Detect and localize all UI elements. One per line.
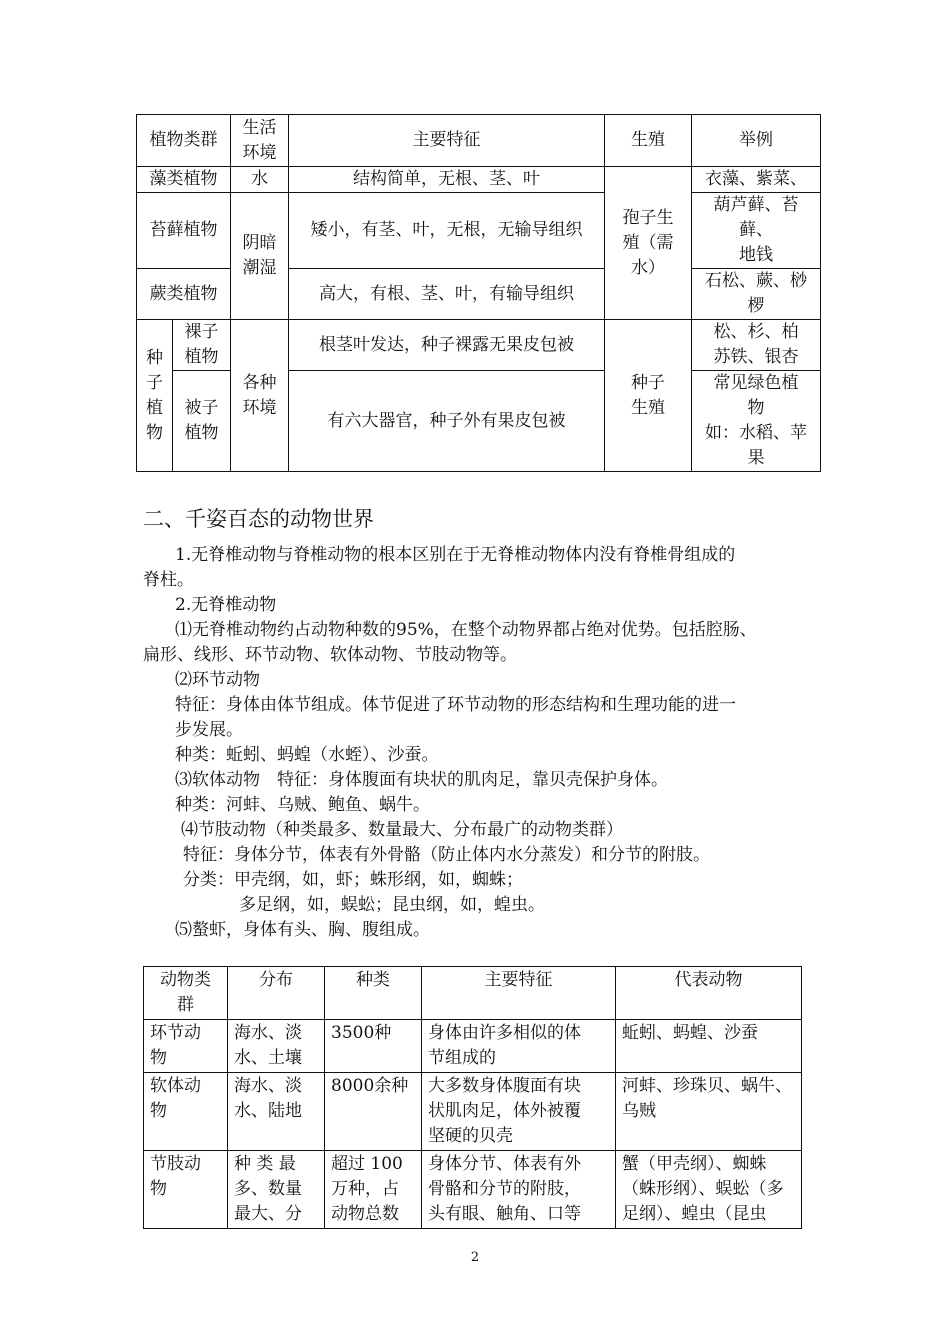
header-habitat: 生活 环境 [231, 115, 289, 167]
angiosperm-examples: 常见绿色植 物 如：水稻、苹 果 [692, 371, 821, 472]
header-animal-features: 主要特征 [422, 967, 616, 1020]
arthropods-representatives: 蟹（甲壳纲）、蜘蛛 （蛛形纲）、蜈蚣（多 足纲）、蝗虫（昆虫 [616, 1151, 802, 1229]
mollusks-features: 大多数身体腹面有块 状肌肉足，体外被覆 坚硬的贝壳 [422, 1073, 616, 1151]
annelids-group: 环节动 物 [144, 1020, 228, 1073]
body-text [143, 543, 813, 943]
mollusks-species: 8000余种 [325, 1073, 422, 1151]
annelids-species: 3500种 [325, 1020, 422, 1073]
spore-reproduction: 孢子生 殖（需 水） [605, 167, 692, 320]
section-title: 二、千姿百态的动物世界 [143, 507, 374, 531]
paragraph-7: ⑶软体动物 特征：身体腹面有块状的肌肉足，靠贝壳保护身体。 [175, 770, 668, 790]
paragraph-11: 分类：甲壳纲，如，虾；蛛形纲，如，蜘蛛； [183, 870, 523, 890]
fern-examples: 石松、蕨、桫 椤 [692, 269, 821, 320]
plant-classification-table [136, 114, 821, 472]
angiosperm-features: 有六大器官，种子外有果皮包被 [289, 371, 605, 472]
paragraph-8: 种类：河蚌、乌贼、鲍鱼、蜗牛。 [175, 795, 430, 815]
mollusks-group: 软体动 物 [144, 1073, 228, 1151]
plant-table-header-row [137, 115, 821, 167]
paragraph-12: 多足纲，如，蜈蚣；昆虫纲，如，蝗虫。 [239, 895, 545, 915]
paragraph-9: ⑷节肢动物（种类最多、数量最大、分布最广的动物类群） [181, 820, 623, 840]
spore-habitat: 阴暗 潮湿 [231, 193, 289, 320]
paragraph-13: ⑸螯虾，身体有头、胸、腹组成。 [175, 920, 430, 940]
paragraph-2: 2.无脊椎动物 [175, 595, 277, 615]
paragraph-4: ⑵环节动物 [175, 670, 260, 690]
algae-examples: 衣藻、紫菜、 [692, 167, 821, 193]
animal-classification-table [143, 966, 802, 1229]
moss-examples: 葫芦藓、苔 藓、 地钱 [692, 193, 821, 269]
paragraph-1-line-2: 脊柱。 [143, 570, 194, 590]
paragraph-6: 种类：蚯蚓、蚂蝗（水蛭）、沙蚕。 [175, 745, 439, 765]
annelids-representatives: 蚯蚓、蚂蝗、沙蚕 [616, 1020, 802, 1073]
gymnosperm-name: 裸子 植物 [173, 320, 231, 371]
arthropods-features: 身体分节、体表有外 骨骼和分节的附肢， 头有眼、触角、口等 [422, 1151, 616, 1229]
row-arthropods [144, 1151, 802, 1229]
arthropods-group: 节肢动 物 [144, 1151, 228, 1229]
algae-name: 藻类植物 [137, 167, 231, 193]
arthropods-species: 超过 100 万种，占 动物总数 [325, 1151, 422, 1229]
annelids-features: 身体由许多相似的体 节组成的 [422, 1020, 616, 1073]
paragraph-3-line-2: 扁形、线形、环节动物、软体动物、节肢动物等。 [143, 645, 517, 665]
row-algae [137, 167, 821, 193]
seed-plant-group: 种 子 植 物 [137, 320, 173, 472]
algae-features: 结构简单，无根、茎、叶 [289, 167, 605, 193]
seed-reproduction: 种子 生殖 [605, 320, 692, 472]
moss-features: 矮小，有茎、叶，无根，无输导组织 [289, 193, 605, 269]
header-species: 种类 [325, 967, 422, 1020]
fern-name: 蕨类植物 [137, 269, 231, 320]
arthropods-distribution: 种 类 最 多、数量 最大、分 [228, 1151, 325, 1229]
gymnosperm-examples: 松、杉、柏 苏铁、银杏 [692, 320, 821, 371]
seed-habitat: 各种 环境 [231, 320, 289, 472]
gymnosperm-features: 根茎叶发达，种子裸露无果皮包被 [289, 320, 605, 371]
paragraph-5-line-1: 特征：身体由体节组成。体节促进了环节动物的形态结构和生理功能的进一 [175, 695, 736, 715]
header-features: 主要特征 [289, 115, 605, 167]
moss-name: 苔藓植物 [137, 193, 231, 269]
paragraph-1-line-1: 1.无脊椎动物与脊椎动物的根本区别在于无脊椎动物体内没有脊椎骨组成的 [175, 545, 736, 565]
row-mollusks [144, 1073, 802, 1151]
annelids-distribution: 海水、淡 水、土壤 [228, 1020, 325, 1073]
row-gymnosperm [137, 320, 821, 371]
header-representatives: 代表动物 [616, 967, 802, 1020]
row-moss [137, 193, 821, 269]
algae-habitat: 水 [231, 167, 289, 193]
angiosperm-name: 被子 植物 [173, 371, 231, 472]
paragraph-3-line-1: ⑴无脊椎动物约占动物种数的95%，在整个动物界都占绝对优势。包括腔肠、 [175, 620, 757, 640]
paragraph-10: 特征：身体分节，体表有外骨骼（防止体内水分蒸发）和分节的附肢。 [183, 845, 710, 865]
header-reproduction: 生殖 [605, 115, 692, 167]
animal-table-header-row [144, 967, 802, 1020]
paragraph-5-line-2: 步发展。 [175, 720, 243, 740]
page-number: 2 [470, 1250, 480, 1265]
header-group: 植物类群 [137, 115, 231, 167]
header-examples: 举例 [692, 115, 821, 167]
header-animal-group: 动物类 群 [144, 967, 228, 1020]
header-distribution: 分布 [228, 967, 325, 1020]
fern-features: 高大，有根、茎、叶，有输导组织 [289, 269, 605, 320]
mollusks-representatives: 河蚌、珍珠贝、蜗牛、 乌贼 [616, 1073, 802, 1151]
row-annelids [144, 1020, 802, 1073]
mollusks-distribution: 海水、淡 水、陆地 [228, 1073, 325, 1151]
